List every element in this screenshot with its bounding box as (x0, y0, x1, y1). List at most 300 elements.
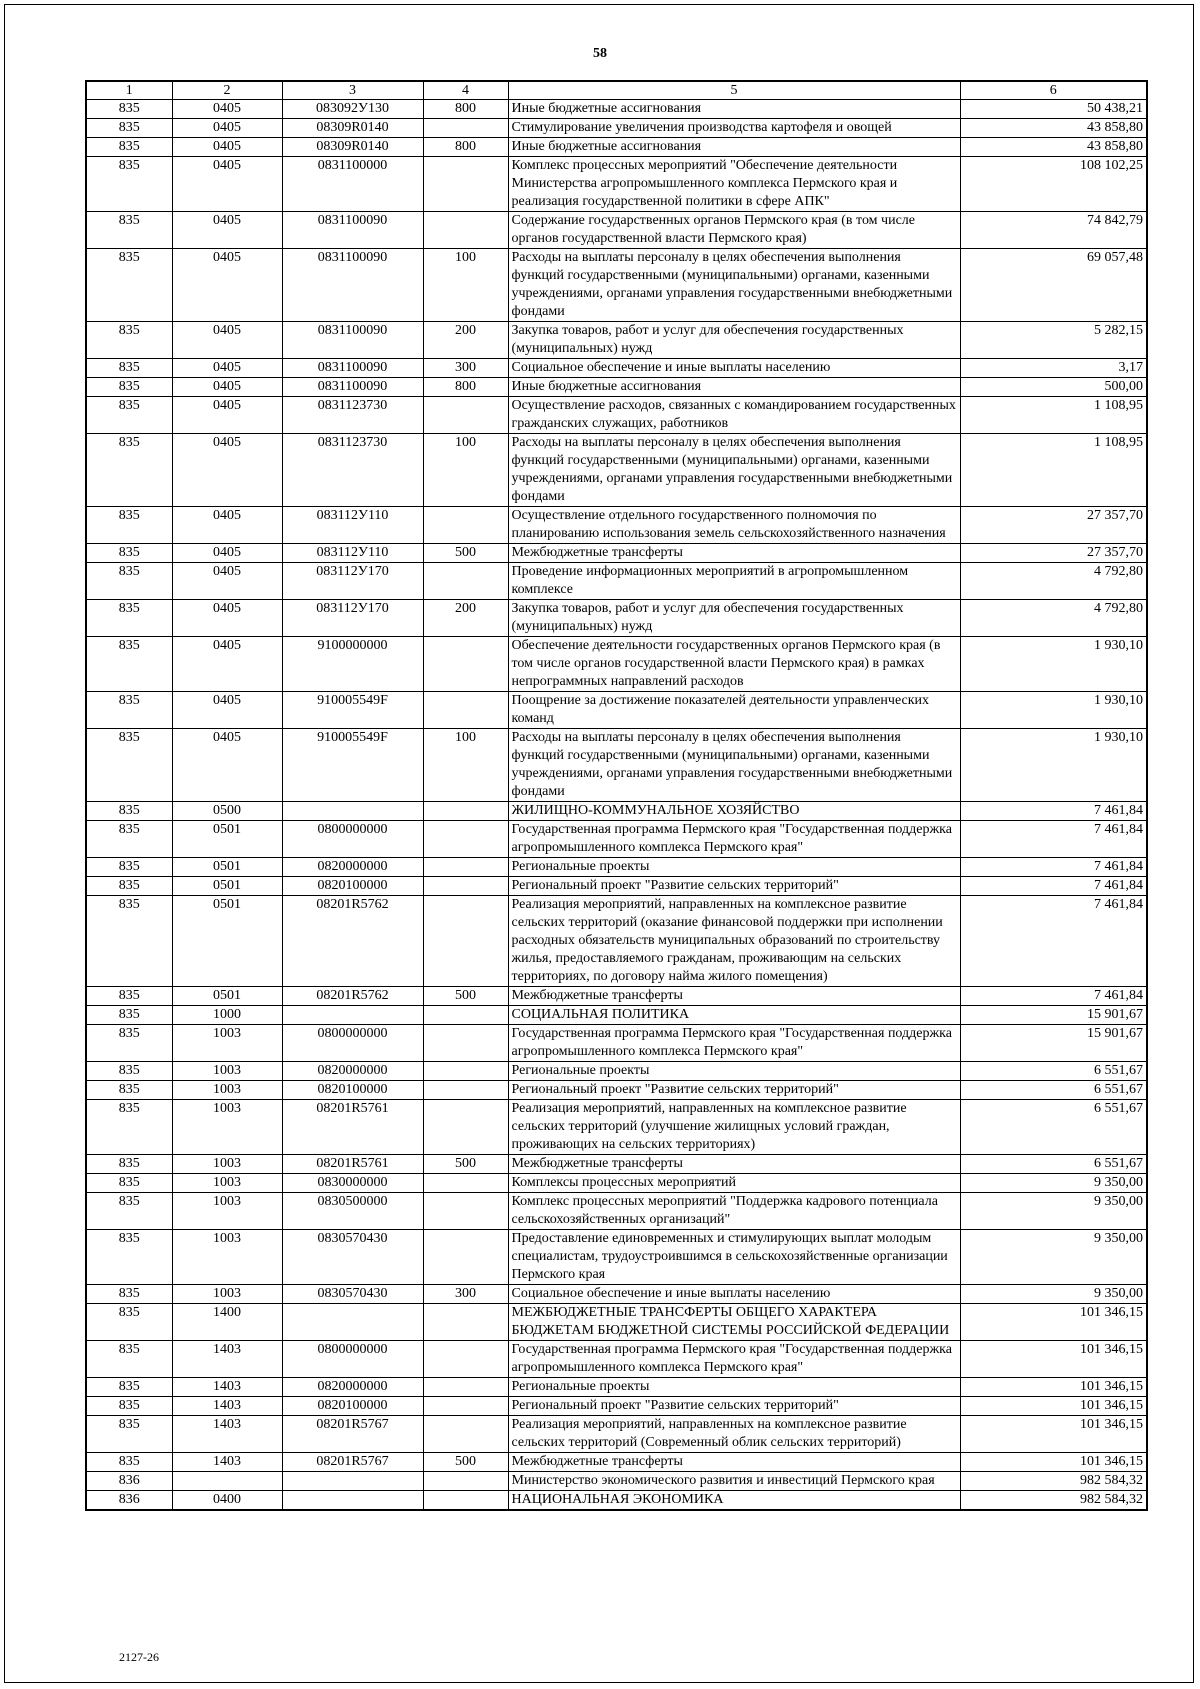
cell-section-code: 1403 (172, 1397, 282, 1416)
cell-item-name: Иные бюджетные ассигнования (508, 378, 960, 397)
cell-amount: 1 930,10 (960, 692, 1147, 729)
cell-amount: 101 346,15 (960, 1416, 1147, 1453)
cell-expense-type-code: 300 (423, 359, 508, 378)
table-row (86, 507, 1147, 544)
cell-expense-type-code (423, 1100, 508, 1155)
table-row (86, 563, 1147, 600)
cell-target-article-code: 910005549F (282, 692, 423, 729)
cell-item-name: Закупка товаров, работ и услуг для обеспечения государственных (муниципальных) нужд (508, 600, 960, 637)
cell-expense-type-code: 800 (423, 100, 508, 119)
cell-expense-type-code (423, 1025, 508, 1062)
cell-ministry-code: 835 (86, 1230, 172, 1285)
cell-expense-type-code (423, 119, 508, 138)
cell-target-article-code: 0820000000 (282, 858, 423, 877)
cell-target-article-code (282, 802, 423, 821)
table-row (86, 987, 1147, 1006)
cell-section-code: 0405 (172, 729, 282, 802)
cell-item-name: ЖИЛИЩНО-КОММУНАЛЬНОЕ ХОЗЯЙСТВО (508, 802, 960, 821)
cell-item-name: Расходы на выплаты персоналу в целях обеспечения выполнения функций государственными (муниципальными) органами, казенными учреждениями, органами управления государственными внебюджетными фондами (508, 729, 960, 802)
cell-expense-type-code: 300 (423, 1285, 508, 1304)
cell-item-name: Расходы на выплаты персоналу в целях обеспечения выполнения функций государственными (муниципальными) органами, казенными учреждениями, органами управления государственными внебюджетными фондами (508, 249, 960, 322)
cell-item-name: Иные бюджетные ассигнования (508, 100, 960, 119)
cell-target-article-code: 0800000000 (282, 821, 423, 858)
cell-amount: 27 357,70 (960, 544, 1147, 563)
cell-amount: 74 842,79 (960, 212, 1147, 249)
cell-item-name: Комплекс процессных мероприятий "Обеспечение деятельности Министерства агропромышленного комплекса Пермского края и реализация государственной политики в сфере АПК" (508, 157, 960, 212)
cell-expense-type-code: 100 (423, 249, 508, 322)
table-row (86, 322, 1147, 359)
cell-ministry-code: 835 (86, 802, 172, 821)
cell-expense-type-code (423, 1397, 508, 1416)
table-row (86, 1174, 1147, 1193)
cell-section-code: 0405 (172, 544, 282, 563)
cell-ministry-code: 835 (86, 1006, 172, 1025)
cell-section-code: 0405 (172, 563, 282, 600)
cell-expense-type-code (423, 1230, 508, 1285)
cell-item-name: Региональные проекты (508, 1378, 960, 1397)
cell-ministry-code: 835 (86, 821, 172, 858)
cell-item-name: Закупка товаров, работ и услуг для обеспечения государственных (муниципальных) нужд (508, 322, 960, 359)
cell-expense-type-code (423, 637, 508, 692)
cell-section-code: 1003 (172, 1155, 282, 1174)
table-row (86, 1081, 1147, 1100)
cell-ministry-code: 835 (86, 1285, 172, 1304)
cell-ministry-code: 836 (86, 1472, 172, 1491)
cell-amount: 1 930,10 (960, 637, 1147, 692)
cell-ministry-code: 835 (86, 1081, 172, 1100)
cell-expense-type-code: 500 (423, 1453, 508, 1472)
cell-amount: 101 346,15 (960, 1378, 1147, 1397)
cell-item-name: Государственная программа Пермского края "Государственная поддержка агропромышленного комплекса Пермского края" (508, 1341, 960, 1378)
cell-ministry-code: 835 (86, 100, 172, 119)
cell-expense-type-code (423, 858, 508, 877)
cell-ministry-code: 835 (86, 397, 172, 434)
cell-item-name: Региональный проект "Развитие сельских территорий" (508, 877, 960, 896)
cell-amount: 6 551,67 (960, 1100, 1147, 1155)
cell-section-code: 1003 (172, 1174, 282, 1193)
cell-item-name: Стимулирование увеличения производства картофеля и овощей (508, 119, 960, 138)
column-header: 2 (172, 81, 282, 100)
cell-expense-type-code (423, 397, 508, 434)
cell-section-code: 1003 (172, 1025, 282, 1062)
table-row (86, 729, 1147, 802)
cell-section-code: 1003 (172, 1193, 282, 1230)
cell-target-article-code: 0831100090 (282, 378, 423, 397)
table-row (86, 1230, 1147, 1285)
cell-item-name: Осуществление отдельного государственного полномочия по планированию использования земель сельскохозяйственного назначения (508, 507, 960, 544)
cell-amount: 3,17 (960, 359, 1147, 378)
cell-expense-type-code (423, 692, 508, 729)
cell-amount: 15 901,67 (960, 1025, 1147, 1062)
cell-section-code: 1400 (172, 1304, 282, 1341)
cell-expense-type-code (423, 507, 508, 544)
cell-amount: 4 792,80 (960, 600, 1147, 637)
cell-item-name: Межбюджетные трансферты (508, 544, 960, 563)
cell-target-article-code: 0830500000 (282, 1193, 423, 1230)
cell-section-code: 1000 (172, 1006, 282, 1025)
cell-item-name: Региональные проекты (508, 1062, 960, 1081)
cell-amount: 101 346,15 (960, 1453, 1147, 1472)
cell-amount: 108 102,25 (960, 157, 1147, 212)
cell-item-name: Реализация мероприятий, направленных на комплексное развитие сельских территорий (Современный облик сельских территорий) (508, 1416, 960, 1453)
cell-ministry-code: 835 (86, 322, 172, 359)
cell-target-article-code: 0820100000 (282, 1081, 423, 1100)
table-row (86, 397, 1147, 434)
cell-item-name: Межбюджетные трансферты (508, 1155, 960, 1174)
cell-ministry-code: 835 (86, 600, 172, 637)
cell-ministry-code: 836 (86, 1491, 172, 1511)
cell-target-article-code: 9100000000 (282, 637, 423, 692)
cell-amount: 101 346,15 (960, 1341, 1147, 1378)
cell-section-code: 1003 (172, 1285, 282, 1304)
header-row (86, 81, 1147, 100)
cell-section-code: 0405 (172, 692, 282, 729)
cell-target-article-code: 0830570430 (282, 1285, 423, 1304)
cell-target-article-code: 083112У110 (282, 507, 423, 544)
cell-amount: 500,00 (960, 378, 1147, 397)
cell-amount: 9 350,00 (960, 1230, 1147, 1285)
table-body (86, 100, 1147, 1511)
cell-section-code: 1003 (172, 1081, 282, 1100)
table-row (86, 1100, 1147, 1155)
cell-ministry-code: 835 (86, 1062, 172, 1081)
cell-target-article-code: 0831123730 (282, 397, 423, 434)
cell-section-code: 0405 (172, 359, 282, 378)
cell-section-code: 0405 (172, 507, 282, 544)
cell-ministry-code: 835 (86, 1304, 172, 1341)
cell-ministry-code: 835 (86, 1341, 172, 1378)
table-row (86, 434, 1147, 507)
cell-ministry-code: 835 (86, 1416, 172, 1453)
cell-amount: 15 901,67 (960, 1006, 1147, 1025)
cell-ministry-code: 835 (86, 637, 172, 692)
table-row (86, 1416, 1147, 1453)
cell-ministry-code: 835 (86, 858, 172, 877)
cell-amount: 7 461,84 (960, 858, 1147, 877)
cell-ministry-code: 835 (86, 359, 172, 378)
cell-amount: 101 346,15 (960, 1397, 1147, 1416)
table-row (86, 1472, 1147, 1491)
cell-amount: 43 858,80 (960, 119, 1147, 138)
cell-amount: 7 461,84 (960, 821, 1147, 858)
cell-ministry-code: 835 (86, 877, 172, 896)
cell-target-article-code: 0820000000 (282, 1378, 423, 1397)
cell-item-name: Содержание государственных органов Пермского края (в том числе органов государственной власти Пермского края) (508, 212, 960, 249)
cell-expense-type-code (423, 1193, 508, 1230)
cell-section-code: 0400 (172, 1491, 282, 1511)
cell-amount: 5 282,15 (960, 322, 1147, 359)
table-row (86, 1062, 1147, 1081)
cell-item-name: НАЦИОНАЛЬНАЯ ЭКОНОМИКА (508, 1491, 960, 1511)
cell-section-code: 0405 (172, 434, 282, 507)
table-row (86, 1491, 1147, 1511)
cell-expense-type-code (423, 896, 508, 987)
table-row (86, 100, 1147, 119)
table-row (86, 877, 1147, 896)
cell-target-article-code (282, 1006, 423, 1025)
cell-target-article-code (282, 1304, 423, 1341)
cell-target-article-code: 0831100090 (282, 322, 423, 359)
cell-amount: 27 357,70 (960, 507, 1147, 544)
cell-section-code: 1403 (172, 1453, 282, 1472)
cell-ministry-code: 835 (86, 249, 172, 322)
table-row (86, 1397, 1147, 1416)
cell-expense-type-code (423, 1378, 508, 1397)
table-row (86, 821, 1147, 858)
table-row (86, 692, 1147, 729)
cell-item-name: Региональный проект "Развитие сельских территорий" (508, 1081, 960, 1100)
cell-ministry-code: 835 (86, 1397, 172, 1416)
cell-ministry-code: 835 (86, 1453, 172, 1472)
cell-target-article-code: 08309R0140 (282, 119, 423, 138)
table-row (86, 896, 1147, 987)
cell-amount: 1 108,95 (960, 397, 1147, 434)
cell-ministry-code: 835 (86, 692, 172, 729)
table-row (86, 1453, 1147, 1472)
cell-target-article-code: 083092У130 (282, 100, 423, 119)
cell-ministry-code: 835 (86, 987, 172, 1006)
cell-expense-type-code: 800 (423, 378, 508, 397)
cell-ministry-code: 835 (86, 1100, 172, 1155)
cell-item-name: Межбюджетные трансферты (508, 987, 960, 1006)
cell-amount: 101 346,15 (960, 1304, 1147, 1341)
cell-item-name: Поощрение за достижение показателей деятельности управленческих команд (508, 692, 960, 729)
cell-amount: 9 350,00 (960, 1174, 1147, 1193)
cell-amount: 982 584,32 (960, 1472, 1147, 1491)
cell-amount: 982 584,32 (960, 1491, 1147, 1511)
table-row (86, 212, 1147, 249)
cell-expense-type-code (423, 1081, 508, 1100)
cell-item-name: Предоставление единовременных и стимулирующих выплат молодым специалистам, трудоустроившимся в сельскохозяйственные организации Пермского края (508, 1230, 960, 1285)
cell-expense-type-code (423, 212, 508, 249)
cell-expense-type-code: 200 (423, 600, 508, 637)
cell-section-code: 0405 (172, 100, 282, 119)
cell-amount: 6 551,67 (960, 1155, 1147, 1174)
cell-item-name: Комплекс процессных мероприятий "Поддержка кадрового потенциала сельскохозяйственных организаций" (508, 1193, 960, 1230)
cell-target-article-code: 0831100090 (282, 212, 423, 249)
cell-item-name: Социальное обеспечение и иные выплаты населению (508, 359, 960, 378)
cell-target-article-code (282, 1472, 423, 1491)
table-row (86, 1285, 1147, 1304)
cell-item-name: Социальное обеспечение и иные выплаты населению (508, 1285, 960, 1304)
cell-amount: 1 930,10 (960, 729, 1147, 802)
cell-amount: 9 350,00 (960, 1285, 1147, 1304)
cell-target-article-code: 0831100090 (282, 249, 423, 322)
cell-target-article-code: 08201R5767 (282, 1416, 423, 1453)
cell-expense-type-code (423, 1416, 508, 1453)
cell-expense-type-code: 100 (423, 434, 508, 507)
cell-amount: 7 461,84 (960, 896, 1147, 987)
cell-section-code: 1403 (172, 1341, 282, 1378)
cell-item-name: Расходы на выплаты персоналу в целях обеспечения выполнения функций государственными (муниципальными) органами, казенными учреждениями, органами управления государственными внебюджетными фондами (508, 434, 960, 507)
cell-expense-type-code (423, 1491, 508, 1511)
cell-item-name: Проведение информационных мероприятий в агропромышленном комплексе (508, 563, 960, 600)
cell-target-article-code: 0820100000 (282, 1397, 423, 1416)
cell-expense-type-code (423, 157, 508, 212)
cell-item-name: Иные бюджетные ассигнования (508, 138, 960, 157)
cell-target-article-code: 0800000000 (282, 1025, 423, 1062)
cell-target-article-code: 0831100090 (282, 359, 423, 378)
cell-section-code: 0405 (172, 157, 282, 212)
cell-section-code: 0501 (172, 858, 282, 877)
column-header: 4 (423, 81, 508, 100)
table-row (86, 1025, 1147, 1062)
cell-target-article-code: 0800000000 (282, 1341, 423, 1378)
cell-amount: 69 057,48 (960, 249, 1147, 322)
table-row (86, 1304, 1147, 1341)
table-row (86, 1193, 1147, 1230)
cell-item-name: СОЦИАЛЬНАЯ ПОЛИТИКА (508, 1006, 960, 1025)
budget-table (85, 80, 1148, 1511)
column-header: 5 (508, 81, 960, 100)
table-row (86, 1378, 1147, 1397)
cell-ministry-code: 835 (86, 1378, 172, 1397)
cell-section-code: 1003 (172, 1100, 282, 1155)
cell-item-name: Государственная программа Пермского края "Государственная поддержка агропромышленного комплекса Пермского края" (508, 821, 960, 858)
cell-section-code: 1003 (172, 1230, 282, 1285)
cell-amount: 7 461,84 (960, 802, 1147, 821)
cell-expense-type-code (423, 1472, 508, 1491)
cell-expense-type-code (423, 1006, 508, 1025)
cell-ministry-code: 835 (86, 157, 172, 212)
table-row (86, 138, 1147, 157)
cell-ministry-code: 835 (86, 119, 172, 138)
cell-section-code: 0405 (172, 119, 282, 138)
cell-ministry-code: 835 (86, 378, 172, 397)
cell-section-code: 0501 (172, 896, 282, 987)
cell-amount: 9 350,00 (960, 1193, 1147, 1230)
table-row (86, 802, 1147, 821)
cell-amount: 50 438,21 (960, 100, 1147, 119)
cell-item-name: Региональный проект "Развитие сельских территорий" (508, 1397, 960, 1416)
cell-expense-type-code: 800 (423, 138, 508, 157)
page-number: 58 (593, 46, 607, 61)
cell-target-article-code: 08201R5761 (282, 1155, 423, 1174)
table-row (86, 544, 1147, 563)
cell-ministry-code: 835 (86, 1025, 172, 1062)
cell-amount: 7 461,84 (960, 877, 1147, 896)
table-row (86, 600, 1147, 637)
cell-expense-type-code (423, 563, 508, 600)
cell-section-code: 0500 (172, 802, 282, 821)
cell-target-article-code: 08309R0140 (282, 138, 423, 157)
footer-code: 2127-26 (119, 1650, 159, 1664)
cell-target-article-code: 083112У170 (282, 600, 423, 637)
table-row (86, 1341, 1147, 1378)
cell-target-article-code: 0820100000 (282, 877, 423, 896)
cell-section-code: 0501 (172, 877, 282, 896)
cell-amount: 6 551,67 (960, 1081, 1147, 1100)
cell-ministry-code: 835 (86, 563, 172, 600)
cell-target-article-code: 083112У110 (282, 544, 423, 563)
cell-ministry-code: 835 (86, 138, 172, 157)
cell-section-code: 0501 (172, 987, 282, 1006)
cell-item-name: МЕЖБЮДЖЕТНЫЕ ТРАНСФЕРТЫ ОБЩЕГО ХАРАКТЕРА БЮДЖЕТАМ БЮДЖЕТНОЙ СИСТЕМЫ РОССИЙСКОЙ ФЕДЕРАЦИИ (508, 1304, 960, 1341)
cell-ministry-code: 835 (86, 544, 172, 563)
cell-amount: 6 551,67 (960, 1062, 1147, 1081)
table-row (86, 157, 1147, 212)
cell-expense-type-code (423, 802, 508, 821)
column-header: 6 (960, 81, 1147, 100)
cell-target-article-code: 08201R5762 (282, 896, 423, 987)
cell-expense-type-code (423, 1341, 508, 1378)
cell-expense-type-code: 500 (423, 544, 508, 563)
cell-item-name: Реализация мероприятий, направленных на комплексное развитие сельских территорий (улучшение жилищных условий граждан, проживающих на сельских территориях) (508, 1100, 960, 1155)
cell-section-code: 0405 (172, 378, 282, 397)
table-row (86, 1006, 1147, 1025)
cell-expense-type-code: 100 (423, 729, 508, 802)
cell-item-name: Осуществление расходов, связанных с командированием государственных гражданских служащих, работников (508, 397, 960, 434)
cell-section-code: 0405 (172, 138, 282, 157)
table-row (86, 637, 1147, 692)
column-header: 3 (282, 81, 423, 100)
cell-expense-type-code (423, 1304, 508, 1341)
table-row (86, 378, 1147, 397)
cell-item-name: Государственная программа Пермского края "Государственная поддержка агропромышленного комплекса Пермского края" (508, 1025, 960, 1062)
cell-expense-type-code (423, 821, 508, 858)
table-row (86, 858, 1147, 877)
cell-amount: 7 461,84 (960, 987, 1147, 1006)
cell-section-code (172, 1472, 282, 1491)
table-row (86, 119, 1147, 138)
cell-target-article-code: 08201R5761 (282, 1100, 423, 1155)
cell-ministry-code: 835 (86, 212, 172, 249)
cell-amount: 4 792,80 (960, 563, 1147, 600)
cell-target-article-code: 0830000000 (282, 1174, 423, 1193)
cell-item-name: Министерство экономического развития и инвестиций Пермского края (508, 1472, 960, 1491)
cell-expense-type-code (423, 1174, 508, 1193)
column-header: 1 (86, 81, 172, 100)
cell-section-code: 0405 (172, 600, 282, 637)
cell-expense-type-code (423, 1062, 508, 1081)
cell-section-code: 1403 (172, 1378, 282, 1397)
cell-expense-type-code: 200 (423, 322, 508, 359)
cell-section-code: 0405 (172, 249, 282, 322)
cell-item-name: Обеспечение деятельности государственных органов Пермского края (в том числе органов государственной власти Пермского края) в рамках непрограммных направлений расходов (508, 637, 960, 692)
cell-target-article-code: 08201R5762 (282, 987, 423, 1006)
cell-expense-type-code (423, 877, 508, 896)
cell-ministry-code: 835 (86, 1193, 172, 1230)
cell-target-article-code: 083112У170 (282, 563, 423, 600)
cell-ministry-code: 835 (86, 507, 172, 544)
cell-amount: 43 858,80 (960, 138, 1147, 157)
cell-amount: 1 108,95 (960, 434, 1147, 507)
cell-ministry-code: 835 (86, 1174, 172, 1193)
cell-item-name: Комплексы процессных мероприятий (508, 1174, 960, 1193)
cell-target-article-code: 0831100000 (282, 157, 423, 212)
cell-target-article-code: 0830570430 (282, 1230, 423, 1285)
cell-ministry-code: 835 (86, 434, 172, 507)
cell-target-article-code: 08201R5767 (282, 1453, 423, 1472)
table-row (86, 359, 1147, 378)
cell-item-name: Межбюджетные трансферты (508, 1453, 960, 1472)
cell-target-article-code: 0820000000 (282, 1062, 423, 1081)
cell-target-article-code: 910005549F (282, 729, 423, 802)
table-row (86, 1155, 1147, 1174)
cell-ministry-code: 835 (86, 896, 172, 987)
cell-section-code: 1003 (172, 1062, 282, 1081)
cell-ministry-code: 835 (86, 729, 172, 802)
cell-section-code: 0501 (172, 821, 282, 858)
table-row (86, 249, 1147, 322)
cell-expense-type-code: 500 (423, 1155, 508, 1174)
cell-section-code: 0405 (172, 397, 282, 434)
cell-item-name: Реализация мероприятий, направленных на комплексное развитие сельских территорий (оказание финансовой поддержки при исполнении расходных обязательств муниципальных образований по строительству жилья, предоставляемого гражданам, проживающим на сельских территориях, по договору найма жилого помещения) (508, 896, 960, 987)
cell-section-code: 0405 (172, 322, 282, 359)
cell-section-code: 0405 (172, 212, 282, 249)
cell-ministry-code: 835 (86, 1155, 172, 1174)
cell-item-name: Региональные проекты (508, 858, 960, 877)
